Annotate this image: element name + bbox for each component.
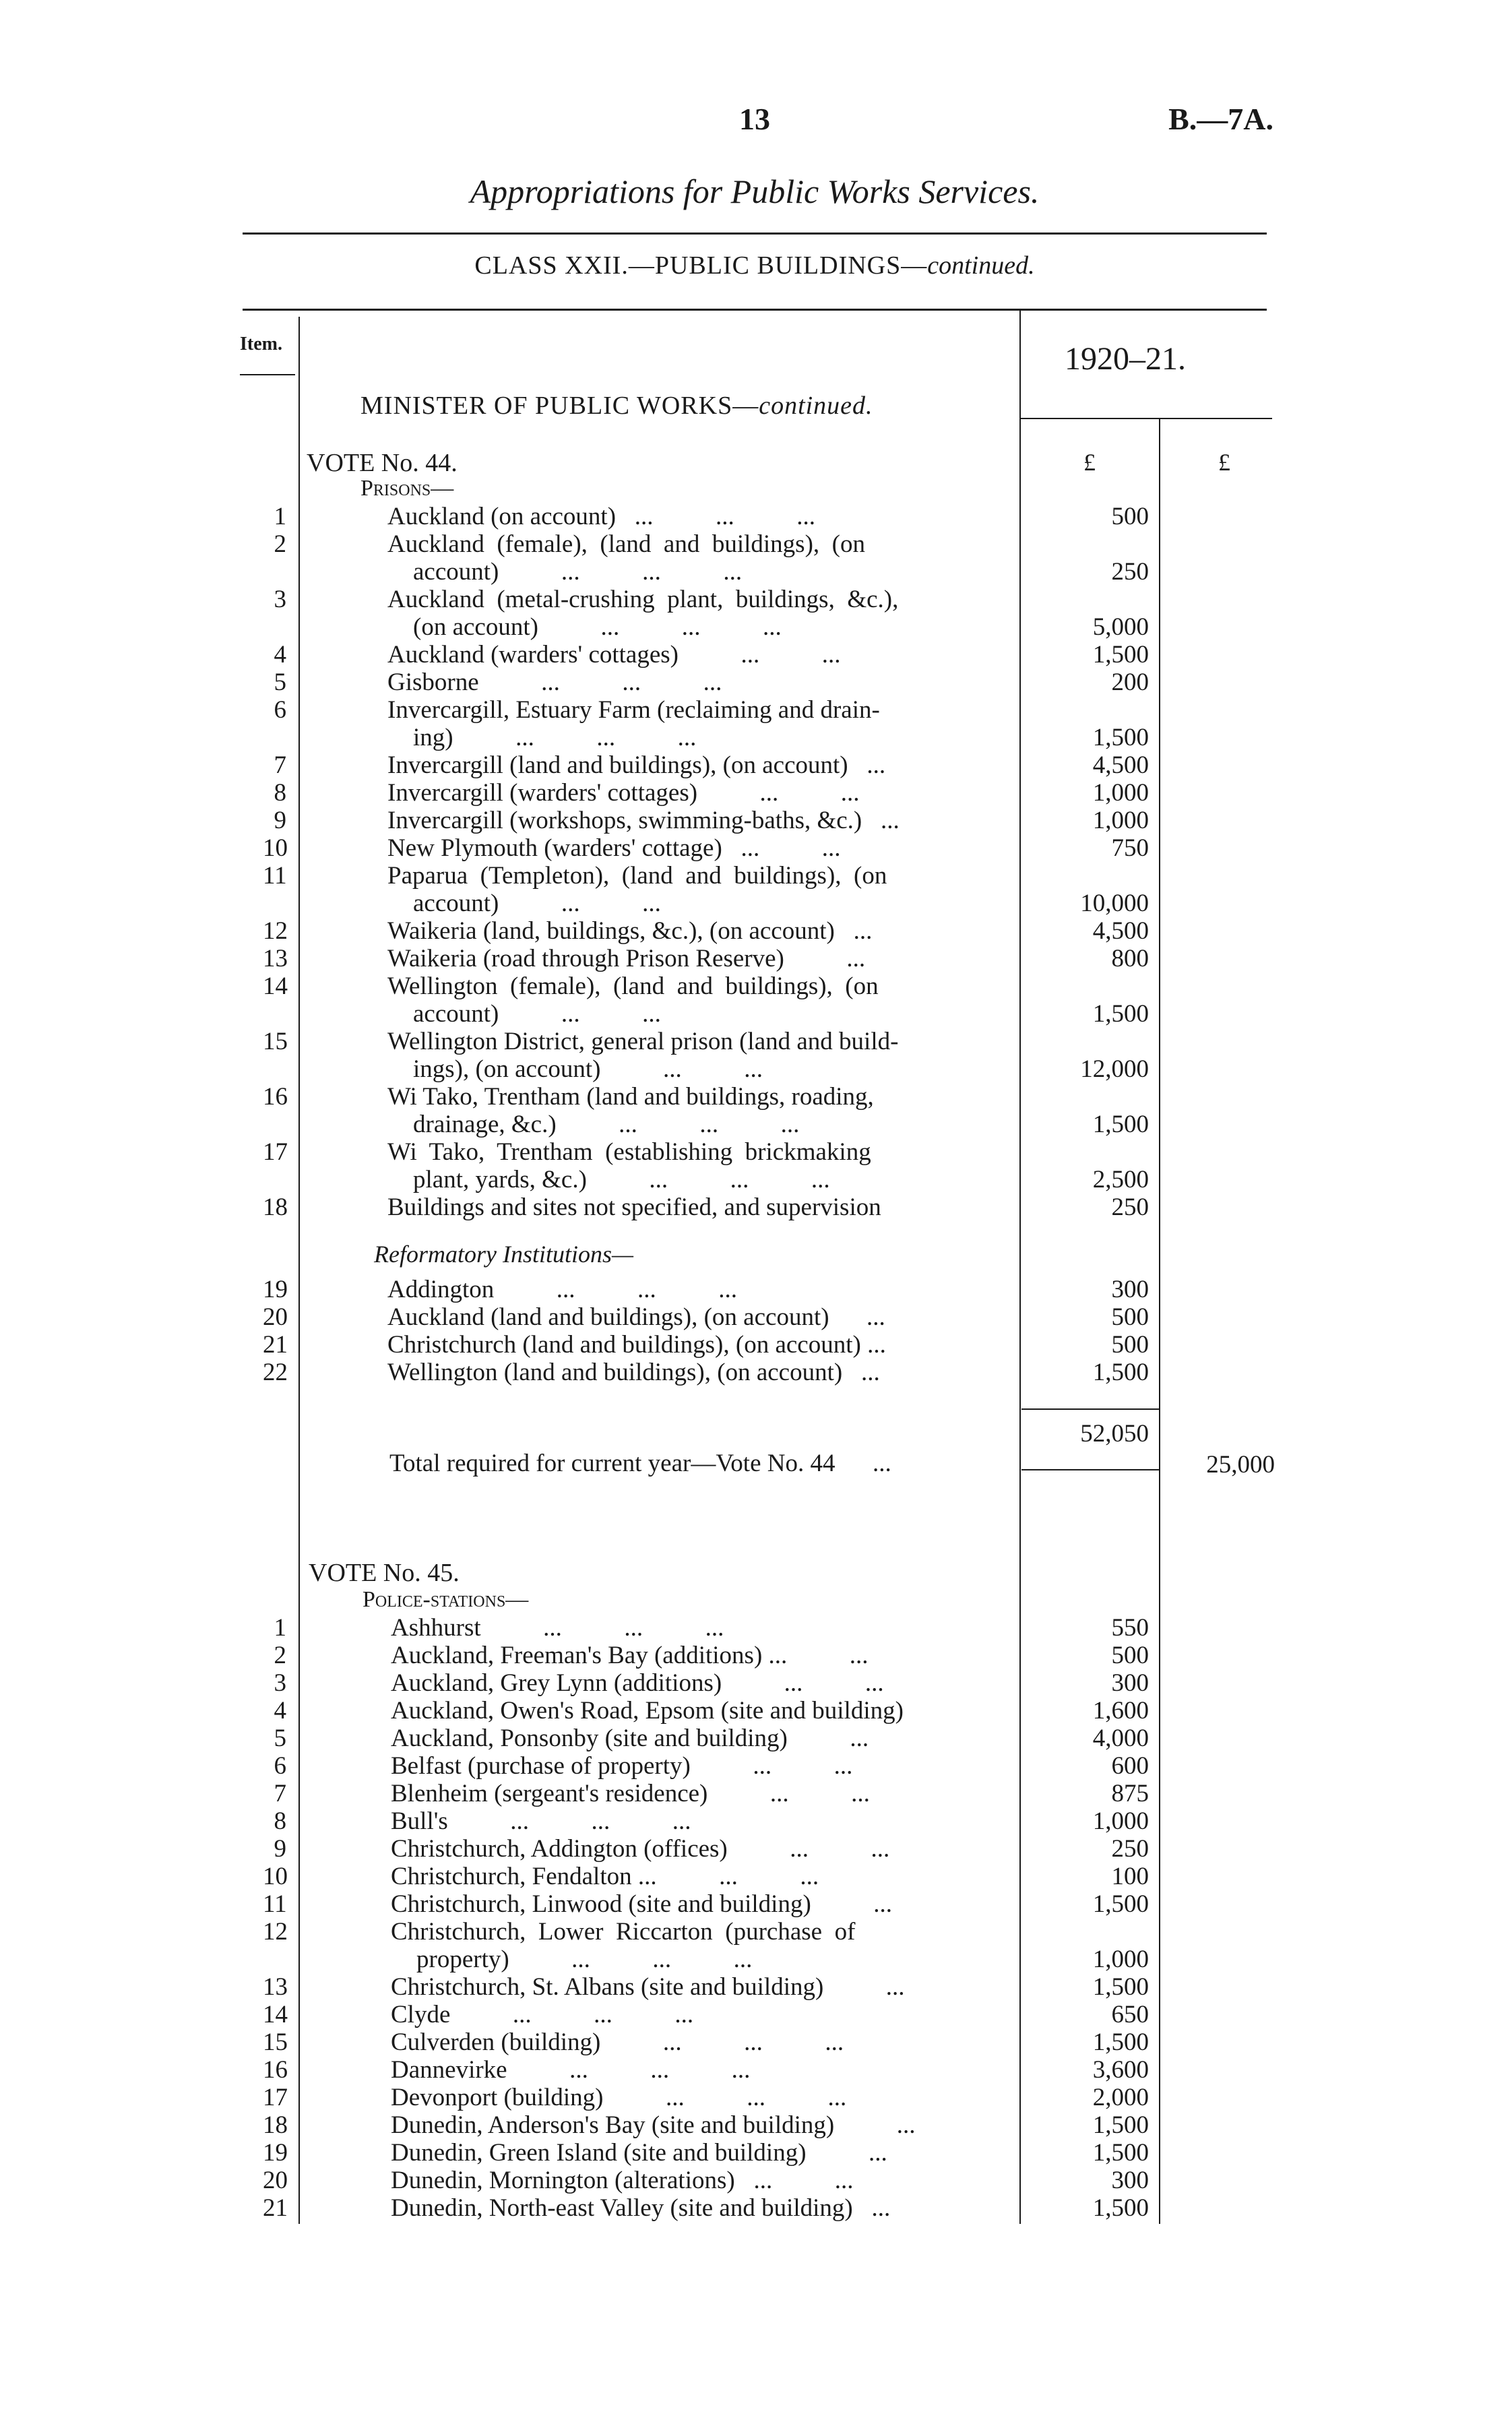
item-amount: 750: [1111, 834, 1149, 862]
item-number: 7: [274, 1780, 286, 1807]
item-description-line2: drainage, &c.) ... ... ...: [413, 1111, 800, 1138]
item-description: [387, 1138, 1014, 1193]
item-description: Christchurch, Fendalton ... ... ...: [391, 1863, 819, 1890]
item-description: Christchurch, Linwood (site and building) ...: [391, 1890, 893, 1918]
vote-44-label: VOTE No. 44.: [307, 449, 458, 477]
item-number: 5: [274, 669, 286, 696]
item-description: Belfast (purchase of property) ... ...: [391, 1752, 853, 1780]
amount-column-divider: [1019, 310, 1021, 2224]
item-number: 13: [263, 945, 288, 972]
item-description: Dunedin, Mornington (alterations) ... ...: [391, 2167, 854, 2194]
item-description: [387, 1028, 1014, 1083]
class-heading: [270, 251, 1240, 280]
item-amount: 1,500: [1092, 1000, 1149, 1028]
item-description-line1: Invercargill, Estuary Farm (reclaiming and drain-: [387, 696, 880, 724]
item-number: 2: [274, 1642, 286, 1669]
item-description: Blenheim (sergeant's residence) ... ...: [391, 1780, 870, 1807]
page-title: Appropriations for Public Works Services.: [470, 173, 1040, 210]
item-amount: 2,000: [1092, 2084, 1149, 2111]
item-amount: 250: [1111, 1835, 1149, 1863]
reformatory-heading: Reformatory Institutions—: [374, 1241, 633, 1268]
item-number: 6: [274, 696, 286, 724]
item-amount: 12,000: [1080, 1055, 1149, 1083]
item-amount: 1,000: [1092, 779, 1149, 807]
item-amount: 1,500: [1092, 2194, 1149, 2222]
item-description: Auckland (on account) ... ... ...: [387, 503, 816, 530]
item-description: [391, 1918, 1017, 1973]
item-description: [387, 1083, 1014, 1138]
item-amount: 1,500: [1092, 1890, 1149, 1918]
item-amount: 1,500: [1092, 1973, 1149, 2001]
item-number: 8: [274, 1807, 286, 1835]
item-amount: 4,500: [1092, 751, 1149, 779]
item-description: [387, 530, 1014, 586]
page-number: 13: [739, 102, 770, 136]
item-amount: 4,500: [1092, 917, 1149, 945]
item-amount: 500: [1111, 1303, 1149, 1331]
item-description-line1: Wellington District, general prison (land and build-: [387, 1028, 899, 1055]
item-amount: 500: [1111, 1642, 1149, 1669]
currency-symbol-items: £: [1083, 449, 1096, 476]
item-amount: 1,500: [1092, 641, 1149, 669]
item-description: Bull's ... ... ...: [391, 1807, 691, 1835]
prisons-heading: Prisons—: [360, 476, 454, 501]
class-heading-continued: continued.: [927, 251, 1035, 280]
item-number: 13: [263, 1973, 288, 2001]
item-number: 18: [263, 2111, 288, 2139]
police-stations-heading: Police-stations—: [363, 1587, 529, 1612]
item-description: Wellington (land and buildings), (on account) ...: [387, 1359, 880, 1386]
year-header-rule: [1019, 418, 1272, 419]
item-number: 8: [274, 779, 286, 807]
currency-symbol-total: £: [1218, 449, 1230, 476]
vote-44-subtotal: 52,050: [1080, 1420, 1149, 1448]
item-description-line1: Auckland (metal-crushing plant, buildings, &c.),: [387, 586, 899, 613]
item-number: 7: [274, 751, 286, 779]
item-amount: 200: [1111, 669, 1149, 696]
item-description: [387, 696, 1014, 751]
item-description: Dunedin, North-east Valley (site and building) ...: [391, 2194, 891, 2222]
item-description-line1: Paparua (Templeton), (land and buildings), (on: [387, 862, 887, 890]
item-description-line2: ing) ... ... ...: [413, 724, 697, 751]
item-description: Christchurch, Addington (offices) ... ...: [391, 1835, 890, 1863]
item-number: 9: [274, 1835, 286, 1863]
item-amount: 1,500: [1092, 1359, 1149, 1386]
item-amount: 300: [1111, 1276, 1149, 1303]
item-amount: 5,000: [1092, 613, 1149, 641]
vote-44-total-amount: 25,000: [1206, 1451, 1275, 1479]
item-description: Invercargill (workshops, swimming-baths, &c.) ...: [387, 807, 900, 834]
item-amount: 1,500: [1092, 724, 1149, 751]
item-description: Dunedin, Anderson's Bay (site and building) ...: [391, 2111, 916, 2139]
item-description-line2: account) ... ...: [413, 890, 661, 917]
item-description: Auckland, Owen's Road, Epsom (site and building): [391, 1697, 904, 1725]
item-description-line1: Wi Tako, Trentham (establishing brickmaking: [387, 1138, 871, 1166]
item-number: 21: [263, 1331, 288, 1359]
item-number: 12: [263, 1918, 288, 1946]
item-number: 6: [274, 1752, 286, 1780]
item-description: Auckland (warders' cottages) ... ...: [387, 641, 841, 669]
item-amount: 650: [1111, 2001, 1149, 2028]
item-amount: 1,000: [1092, 1807, 1149, 1835]
item-amount: 250: [1111, 558, 1149, 586]
item-number: 21: [263, 2194, 288, 2222]
item-description-line2: plant, yards, &c.) ... ... ...: [413, 1166, 830, 1193]
table-top-rule: [243, 309, 1267, 311]
item-amount: 1,600: [1092, 1697, 1149, 1725]
item-description-line2: account) ... ...: [413, 1000, 661, 1028]
item-description: Invercargill (warders' cottages) ... ...: [387, 779, 860, 807]
item-number: 20: [263, 2167, 288, 2194]
item-description-line1: Wi Tako, Trentham (land and buildings, roading,: [387, 1083, 874, 1111]
vote-45-label: VOTE No. 45.: [309, 1559, 460, 1587]
item-number: 5: [274, 1725, 286, 1752]
item-amount: 500: [1111, 503, 1149, 530]
class-heading-text: CLASS XXII.—PUBLIC BUILDINGS—: [474, 251, 928, 280]
item-number: 12: [263, 917, 288, 945]
item-description: Buildings and sites not specified, and supervision: [387, 1193, 881, 1221]
item-number: 15: [263, 2028, 288, 2056]
item-amount: 500: [1111, 1331, 1149, 1359]
item-description: Auckland (land and buildings), (on account) ...: [387, 1303, 885, 1331]
item-amount: 1,000: [1092, 1946, 1149, 1973]
item-column-header: Item.: [240, 334, 282, 354]
item-description: Culverden (building) ... ... ...: [391, 2028, 844, 2056]
item-number: 14: [263, 972, 288, 1000]
item-description: [387, 862, 1014, 917]
subtotal-rule-bottom: [1021, 1469, 1159, 1470]
item-description-line2: ings), (on account) ... ...: [413, 1055, 763, 1083]
year-column-header: 1920–21.: [1065, 341, 1186, 377]
item-amount: 10,000: [1080, 890, 1149, 917]
item-description: [387, 972, 1014, 1028]
item-description-line1: Auckland (female), (land and buildings), (on: [387, 530, 865, 558]
item-description: Auckland, Freeman's Bay (additions) ... ...: [391, 1642, 869, 1669]
item-number: 16: [263, 1083, 288, 1111]
minister-heading-continued: continued.: [759, 392, 873, 420]
item-description: New Plymouth (warders' cottage) ... ...: [387, 834, 841, 862]
item-amount: 875: [1111, 1780, 1149, 1807]
item-number: 4: [274, 1697, 286, 1725]
item-description: Auckland, Ponsonby (site and building) ...: [391, 1725, 869, 1752]
item-amount: 600: [1111, 1752, 1149, 1780]
vote-44-total-label: Total required for current year—Vote No. 44 ...: [389, 1450, 891, 1477]
item-description-line1: Wellington (female), (land and buildings), (on: [387, 972, 879, 1000]
item-number: 1: [274, 503, 286, 530]
item-amount: 550: [1111, 1614, 1149, 1642]
item-number: 15: [263, 1028, 288, 1055]
minister-heading-text: MINISTER OF PUBLIC WORKS—: [360, 392, 759, 420]
item-amount: 3,600: [1092, 2056, 1149, 2084]
item-description: Clyde ... ... ...: [391, 2001, 694, 2028]
item-description: Ashhurst ... ... ...: [391, 1614, 724, 1642]
item-number: 17: [263, 1138, 288, 1166]
item-amount: 250: [1111, 1193, 1149, 1221]
item-description-line1: Christchurch, Lower Riccarton (purchase of: [391, 1918, 856, 1946]
item-amount: 100: [1111, 1863, 1149, 1890]
item-amount: 1,500: [1092, 2139, 1149, 2167]
total-column-divider: [1159, 418, 1160, 2224]
item-description: Addington ... ... ...: [387, 1276, 738, 1303]
item-number: 16: [263, 2056, 288, 2084]
subtotal-rule-top: [1021, 1408, 1159, 1410]
item-amount: 800: [1111, 945, 1149, 972]
item-description-line2: account) ... ... ...: [413, 558, 743, 586]
item-amount: 1,500: [1092, 2111, 1149, 2139]
item-amount: 1,500: [1092, 1111, 1149, 1138]
item-amount: 300: [1111, 1669, 1149, 1697]
item-number: 20: [263, 1303, 288, 1331]
item-number: 18: [263, 1193, 288, 1221]
item-description: Waikeria (road through Prison Reserve) ...: [387, 945, 866, 972]
item-amount: 2,500: [1092, 1166, 1149, 1193]
item-description: Christchurch (land and buildings), (on account) ...: [387, 1331, 886, 1359]
item-description: Christchurch, St. Albans (site and building) ...: [391, 1973, 905, 2001]
item-description-line2: property) ... ... ...: [416, 1946, 753, 1973]
item-description: Dannevirke ... ... ...: [391, 2056, 751, 2084]
item-description: Gisborne ... ... ...: [387, 669, 722, 696]
item-number: 17: [263, 2084, 288, 2111]
item-description: Auckland, Grey Lynn (additions) ... ...: [391, 1669, 884, 1697]
item-number: 3: [274, 586, 286, 613]
item-number: 1: [274, 1614, 286, 1642]
item-number: 11: [263, 1890, 287, 1918]
item-number: 19: [263, 1276, 288, 1303]
item-description: Waikeria (land, buildings, &c.), (on account) ...: [387, 917, 873, 945]
item-header-rule: [240, 374, 295, 375]
title-rule: [243, 232, 1267, 235]
item-description-line2: (on account) ... ... ...: [413, 613, 782, 641]
document-reference: B.—7A.: [1168, 102, 1273, 136]
item-number: 3: [274, 1669, 286, 1697]
item-column-divider: [298, 317, 300, 2224]
item-number: 10: [263, 834, 288, 862]
item-number: 14: [263, 2001, 288, 2028]
item-number: 19: [263, 2139, 288, 2167]
item-amount: 4,000: [1092, 1725, 1149, 1752]
item-description: Invercargill (land and buildings), (on account) ...: [387, 751, 886, 779]
item-description: [387, 586, 1014, 641]
item-description: Devonport (building) ... ... ...: [391, 2084, 847, 2111]
item-number: 10: [263, 1863, 288, 1890]
item-amount: 1,000: [1092, 807, 1149, 834]
item-amount: 300: [1111, 2167, 1149, 2194]
item-number: 22: [263, 1359, 288, 1386]
minister-heading: [360, 391, 873, 421]
item-number: 4: [274, 641, 286, 669]
item-amount: 1,500: [1092, 2028, 1149, 2056]
item-description: Dunedin, Green Island (site and building) ...: [391, 2139, 887, 2167]
item-number: 11: [263, 862, 287, 890]
item-number: 9: [274, 807, 286, 834]
item-number: 2: [274, 530, 286, 558]
